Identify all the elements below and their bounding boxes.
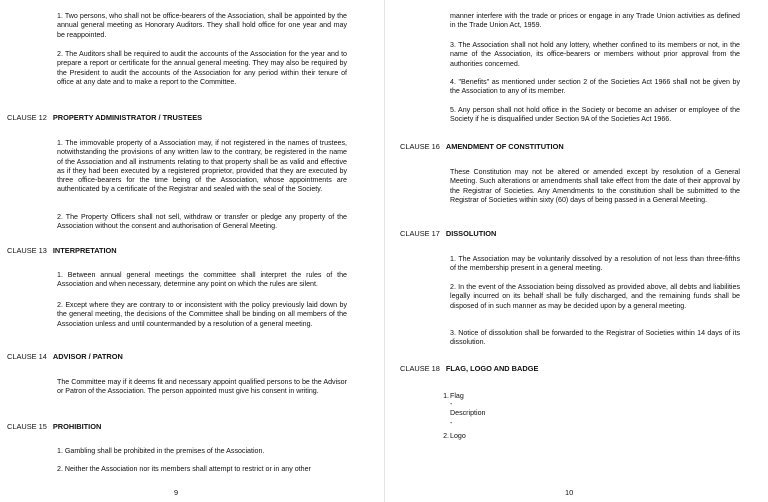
paragraph: 1. Two persons, who shall not be office-bearers of the Association, shall be appointed by the annual general meeting as Honorary Auditors. They shall hold office for one year and may be reappointed. — [57, 12, 347, 39]
clause-title: AMENDMENT OF CONSTITUTION — [445, 142, 564, 151]
list-item-text: Flag — [450, 392, 464, 400]
clause-title: PROHIBITION — [52, 422, 102, 431]
paragraph: 2. The Auditors shall be required to audit the accounts of the Association for the year and to prepare a report or certificate for the annual general meeting. They may also be required by the President to audit the accounts of the Association for any period within their tenure of office at any date and to make a report to the Committee. — [57, 50, 347, 86]
paragraph: 1. Gambling shall be prohibited in the premises of the Association. — [57, 447, 265, 455]
list-item-number: 2. — [443, 432, 449, 440]
clause-heading-15 — [7, 422, 101, 431]
clause-number: CLAUSE 17 — [400, 229, 440, 238]
paragraph: 2. Neither the Association nor its members shall attempt to restrict or in any other — [57, 465, 311, 473]
right-page — [385, 0, 768, 502]
clause-title: FLAG, LOGO AND BADGE — [445, 364, 539, 373]
paragraph: 4. "Benefits" as mentioned under section 2 of the Societies Act 1966 shall not be given by the Association to any of its member. — [450, 78, 740, 96]
paragraph: The Committee may if it deems fit and necessary appoint qualified persons to be the Advisor or Patron of the Association. The person appointed must give his consent in writing. — [57, 378, 347, 396]
page-number: 9 — [174, 488, 179, 497]
paragraph: 1. The Association may be voluntarily dissolved by a resolution of not less than three-fifths of the membership present in a general meeting. — [450, 255, 740, 273]
clause-number: CLAUSE 15 — [7, 422, 47, 431]
clause-heading-17 — [400, 229, 496, 238]
clause-title: PROPERTY ADMINISTRATOR / TRUSTEES — [52, 113, 203, 122]
paragraph: manner interfere with the trade or prices or engage in any Trade Union activities as defined in the Trade Union Act, 1959. — [450, 12, 740, 30]
paragraph: 1. Between annual general meetings the committee shall interpret the rules of the Association and when necessary, determine any point on which the rules are silent. — [57, 271, 347, 289]
paragraph: 2. Except where they are contrary to or inconsistent with the policy previously laid down by the general meeting, the decisions of the Committee shall be binding on all members of the Association unless and until countermanded by a resolution of a general meeting. — [57, 301, 347, 328]
paragraph: 2. In the event of the Association being dissolved as provided above, all debts and liabilities legally incurred on its behalf shall be fully discharged, and the remaining funds shall be disposed of in such manner as may be decided upon by a general meeting. — [450, 283, 740, 310]
clause-number: CLAUSE 12 — [7, 113, 47, 122]
clause-heading-13 — [7, 246, 117, 255]
clause-heading-16 — [400, 142, 564, 151]
clause-number: CLAUSE 13 — [7, 246, 47, 255]
clause-heading-18 — [400, 364, 538, 373]
list-item-text: Logo — [450, 432, 466, 440]
clause-title: INTERPRETATION — [52, 246, 117, 255]
paragraph: 5. Any person shall not hold office in the Society or become an adviser or employee of the Society if he is disqualified under Section 9A of the Societies Act 1966. — [450, 106, 740, 124]
clause-number: CLAUSE 14 — [7, 352, 47, 361]
clause-number: CLAUSE 18 — [400, 364, 440, 373]
paragraph: 3. The Association shall not hold any lottery, whether confined to its members or not, in the name of the Association, its office-bearers or members without prior approval from the authorities concerned. — [450, 41, 740, 68]
list-item-text: - — [450, 400, 453, 408]
list-item-text: - — [450, 419, 453, 427]
paragraph: These Constitution may not be altered or amended except by resolution of a General Meeting. Such alterations or amendments shall take effect from the date of their approval by the Registrar of Societies. Any Amendments to the constitution shall be submitted to the Registrar of Societies within sixty (60) days of being passed in a General Meeting. — [450, 168, 740, 204]
page-number: 10 — [565, 488, 574, 497]
clause-title: DISSOLUTION — [445, 229, 497, 238]
paragraph: 3. Notice of dissolution shall be forwarded to the Registrar of Societies within 14 days of its dissolution. — [450, 329, 740, 347]
list-item-text: Description — [450, 409, 486, 417]
clause-heading-14 — [7, 352, 123, 361]
paragraph: 1. The immovable property of a Association may, if not registered in the names of trustees, notwithstanding the provisions of any written law to the contrary, be registered in the name of the Association and all instruments relating to that property shall be as valid and effective as if they had been executed by a registered proprietor, provided that they are executed by three office-bearers for the time being of the Association, whose appointments are authenticated by a certificate of the Registrar and sealed with the seal of the Society. — [57, 139, 347, 194]
clause-title: ADVISOR / PATRON — [52, 352, 123, 361]
clause-number: CLAUSE 16 — [400, 142, 440, 151]
clause-heading-12 — [7, 113, 202, 122]
list-item-number: 1. — [443, 392, 449, 400]
paragraph: 2. The Property Officers shall not sell, withdraw or transfer or pledge any property of the Association without the consent and authorisation of General Meeting. — [57, 213, 347, 231]
